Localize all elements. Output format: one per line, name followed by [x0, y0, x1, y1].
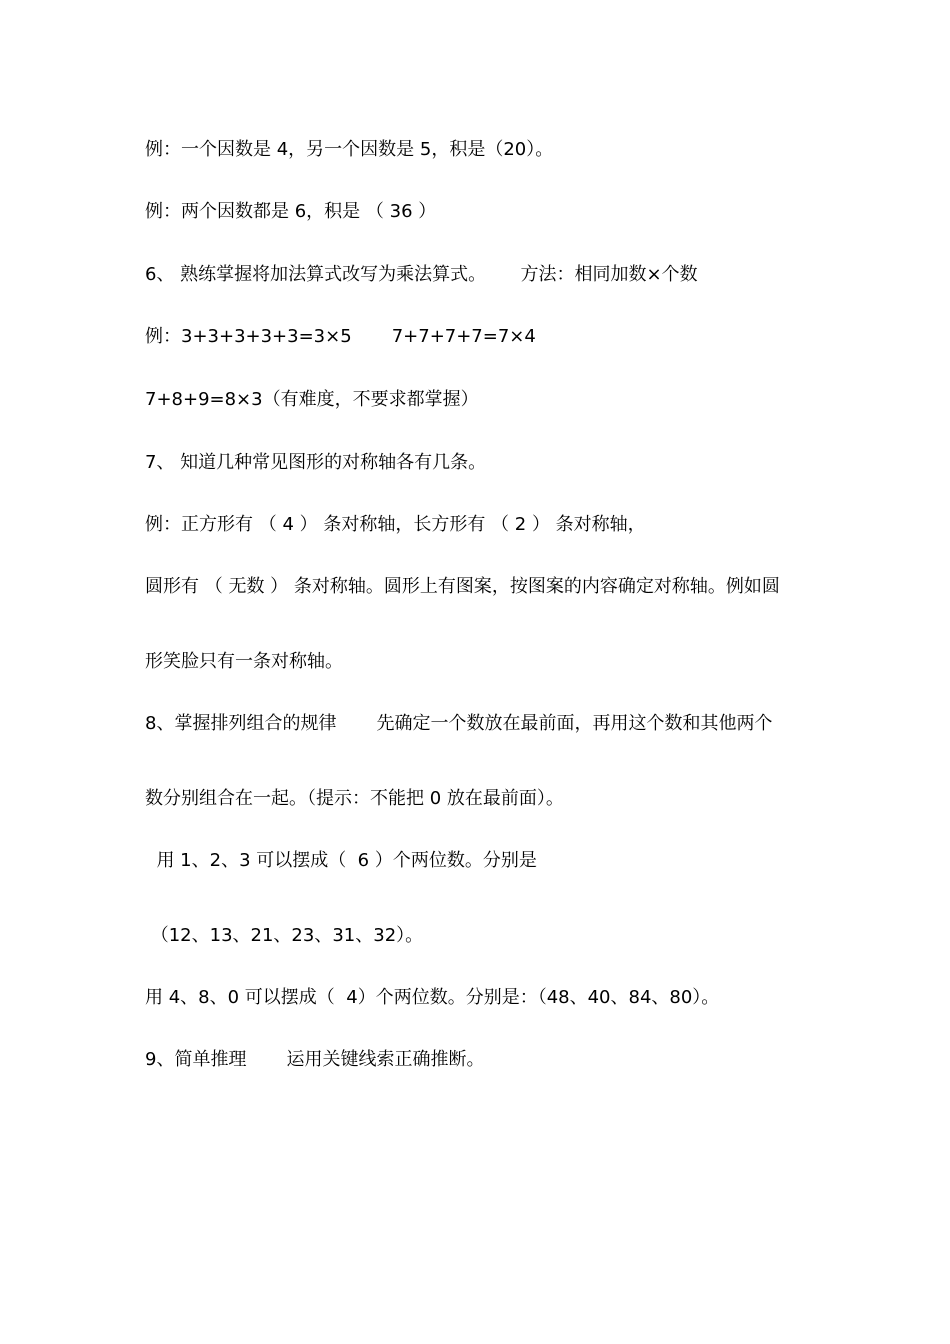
example-symmetry-axes: 例：正方形有 （ 4 ） 条对称轴，长方形有 （ 2 ） 条对称轴， — [145, 514, 646, 535]
combination-hint-line: 数分别组合在一起。（提示：不能把 0 放在最前面）。 — [145, 788, 564, 809]
example-addition-to-multiplication: 例：3+3+3+3+3=3×5 7+7+7+7=7×4 — [145, 326, 536, 347]
section-6-heading: 6、 熟练掌握将加法算式改写为乘法算式。 方法：相同加数×个数 — [145, 264, 698, 285]
combinations-123-list: （12、13、21、23、31、32）。 — [145, 925, 424, 946]
example-123-combinations: 用 1、2、3 可以摆成（ 6 ）个两位数。分别是 — [145, 850, 537, 871]
circle-symmetry-line: 圆形有 （ 无数 ） 条对称轴。圆形上有图案，按图案的内容确定对称轴。例如圆 — [145, 576, 780, 597]
example-same-factors-line: 例：两个因数都是 6，积是 （ 36 ） — [145, 201, 437, 222]
section-9-heading: 9、简单推理 运用关键线索正确推断。 — [145, 1049, 485, 1070]
section-7-heading: 7、 知道几种常见图形的对称轴各有几条。 — [145, 452, 487, 473]
example-480-combinations: 用 4、8、0 可以摆成（ 4）个两位数。分别是：（48、40、84、80）。 — [145, 987, 720, 1008]
example-hard-addition: 7+8+9=8×3（有难度，不要求都掌握） — [145, 389, 479, 410]
smiley-symmetry-line: 形笑脸只有一条对称轴。 — [145, 651, 343, 672]
section-8-heading: 8、掌握排列组合的规律 先确定一个数放在最前面，再用这个数和其他两个 — [145, 713, 773, 734]
example-product-line: 例：一个因数是 4，另一个因数是 5，积是（20）。 — [145, 139, 554, 160]
